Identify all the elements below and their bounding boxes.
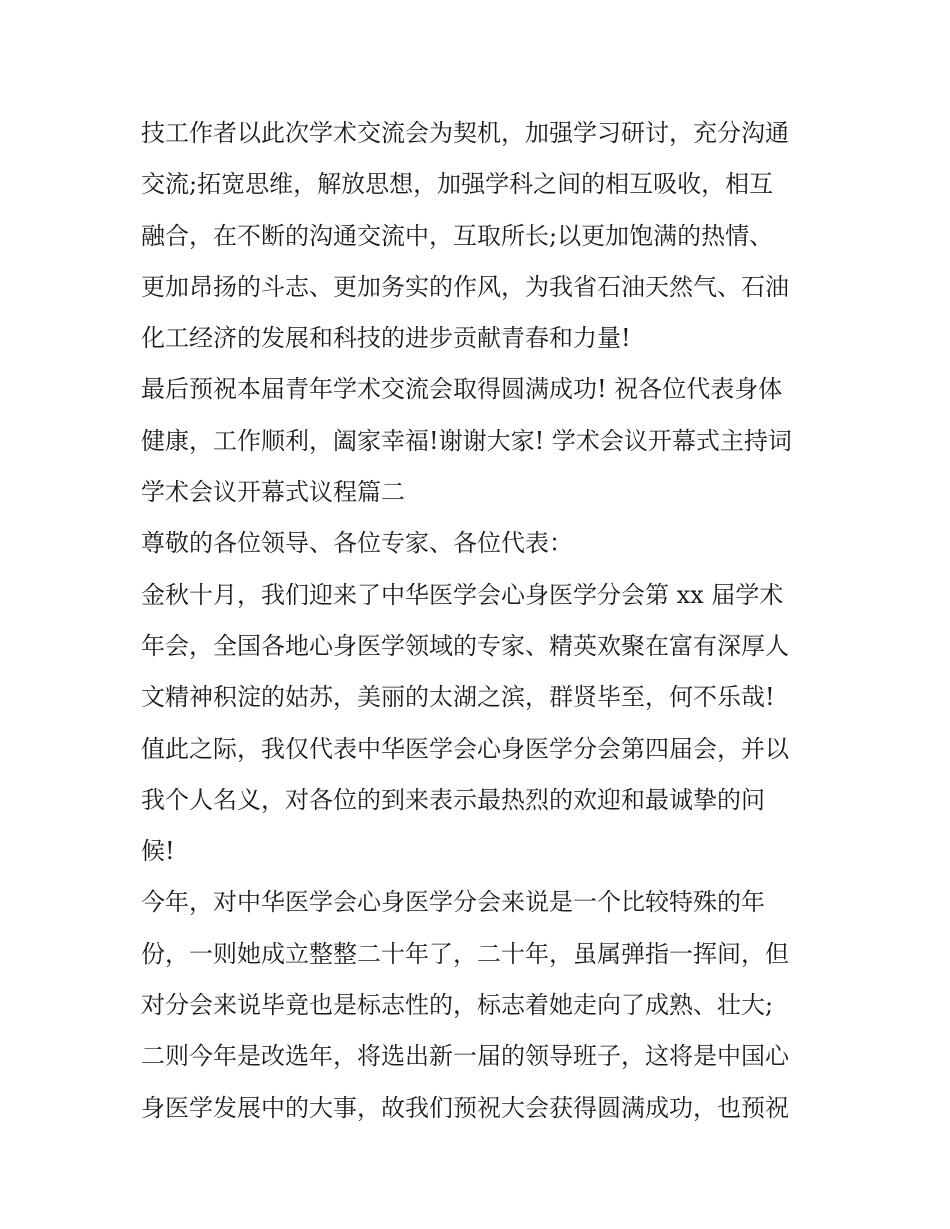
text-line-12: 文精神积淀的姑苏，美丽的太湖之滨，群贤毕至，何不乐哉!	[141, 683, 775, 712]
text-line-1: 技工作者以此次学术交流会为契机，加强学习研讨，充分沟通	[141, 119, 789, 147]
text-line-15: 候!	[141, 837, 175, 866]
text-line-4: 更加昂扬的斗志、更加务实的作风，为我省石油天然气、石油	[141, 272, 789, 301]
text-line-20: 身医学发展中的大事，故我们预祝大会获得圆满成功，也预祝	[141, 1093, 789, 1122]
text-line-6: 最后预祝本届青年学术交流会取得圆满成功! 祝各位代表身体	[141, 375, 783, 404]
section-heading: 学术会议开幕式议程篇二	[141, 478, 405, 507]
text-line-13: 值此之际，我仅代表中华医学会心身医学分会第四届会，并以	[141, 734, 789, 763]
text-line-7: 健康，工作顺利，阖家幸福!谢谢大家! 学术会议开幕式主持词	[141, 426, 792, 455]
text-line-2: 交流;拓宽思维，解放思想，加强学科之间的相互吸收，相互	[141, 170, 774, 199]
text-line-10: 金秋十月，我们迎来了中华医学会心身医学分会第 xx 届学术	[141, 580, 784, 609]
text-line-3: 融合，在不断的沟通交流中，互取所长;以更加饱满的热情、	[141, 221, 774, 250]
text-line-19: 二则今年是改选年，将选出新一届的领导班子，这将是中国心	[141, 1042, 789, 1071]
text-line-14: 我个人名义，对各位的到来表示最热烈的欢迎和最诚挚的问	[141, 785, 765, 814]
text-line-18: 对分会来说毕竟也是标志性的，标志着她走向了成熟、壮大;	[141, 991, 774, 1020]
text-line-16: 今年，对中华医学会心身医学分会来说是一个比较特殊的年	[141, 888, 765, 917]
text-line-5: 化工经济的发展和科技的进步贡献青春和力量!	[141, 324, 631, 353]
salutation-line: 尊敬的各位领导、各位专家、各位代表：	[141, 529, 573, 558]
text-line-11: 年会，全国各地心身医学领域的专家、精英欢聚在富有深厚人	[141, 631, 789, 660]
text-line-17: 份，一则她成立整整二十年了，二十年，虽属弹指一挥间，但	[141, 939, 789, 968]
document-body	[141, 108, 831, 1134]
